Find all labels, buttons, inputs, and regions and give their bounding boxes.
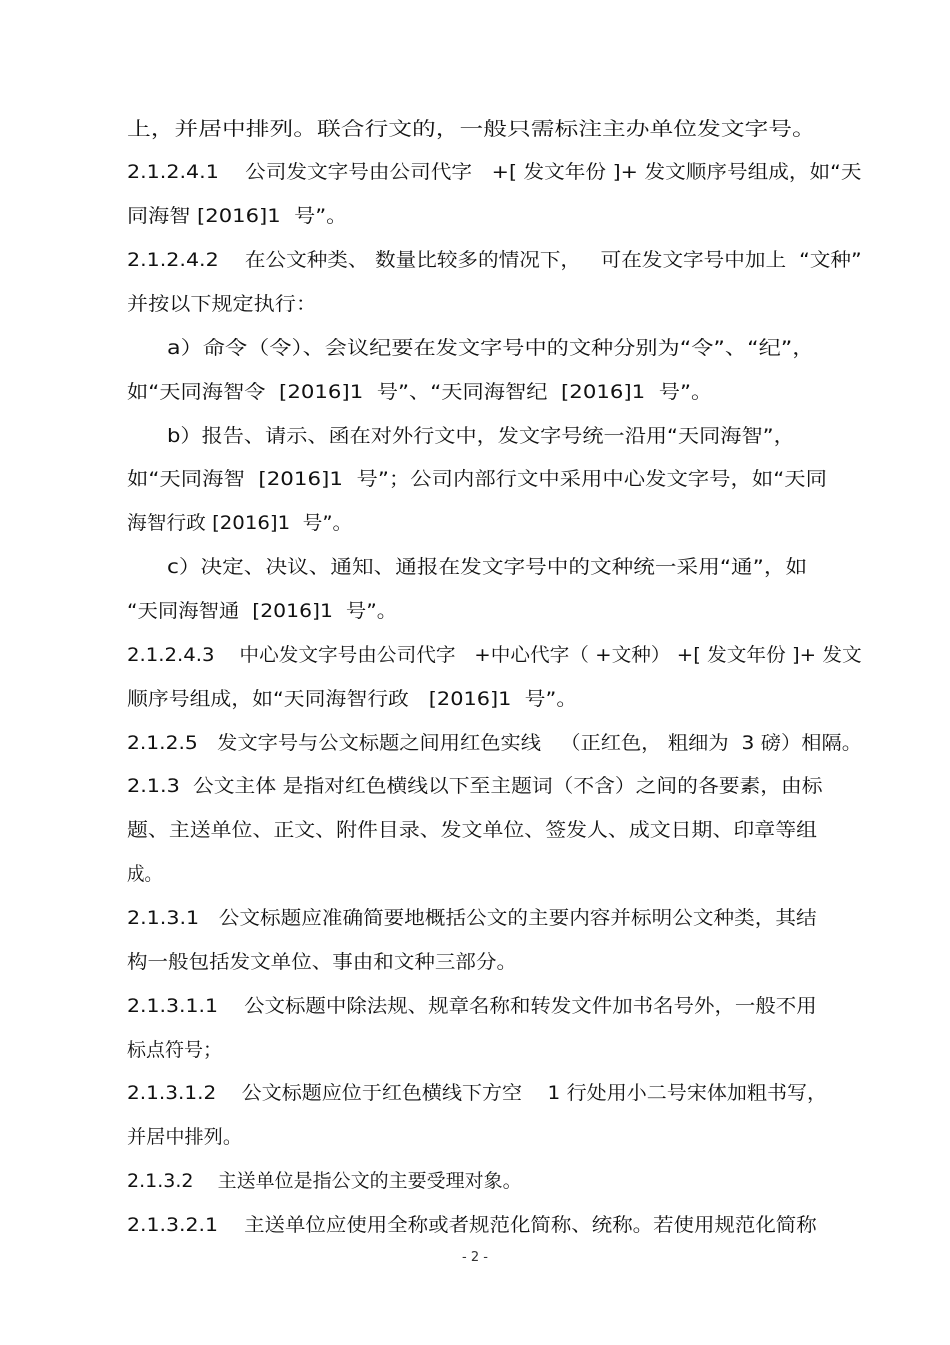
text-line: 2.1.2.4.1 公司发文字号由公司代字 +[ 发文年份 ]+ 发文顺序号组成，如“天 bbox=[127, 161, 862, 183]
text-line: 标点符号； bbox=[127, 1039, 223, 1061]
text-line: 海智行政 [2016]1 号”。 bbox=[127, 512, 353, 534]
text-line: 上，并居中排列。联合行文的，一般只需标注主办单位发文字号。 bbox=[127, 118, 816, 140]
page-number: - 2 - bbox=[462, 1250, 488, 1265]
text-line: 2.1.2.5 发文字号与公文标题之间用红色实线 （正红色， 粗细为 3 磅）相隔。 bbox=[127, 732, 862, 754]
text-line: 如“天同海智令 [2016]1 号”、“天同海智纪 [2016]1 号”。 bbox=[127, 381, 713, 403]
text-line: 2.1.3.2.1 主送单位应使用全称或者规范化简称、统称。若使用规范化简称 bbox=[127, 1214, 817, 1236]
text-line: 同海智 [2016]1 号”。 bbox=[127, 205, 348, 227]
text-line: 构一般包括发文单位、事由和文种三部分。 bbox=[127, 951, 518, 973]
text-line: 2.1.3.1.1 公文标题中除法规、规章名称和转发文件加书名号外，一般不用 bbox=[127, 995, 817, 1017]
text-line: 2.1.2.4.3 中心发文字号由公司代字 +中心代字（ +文种） +[ 发文年份 ]+ 发文 bbox=[127, 644, 862, 666]
text-line: c）决定、决议、通知、通报在发文字号中的文种统一采用“通”，如 bbox=[167, 556, 808, 578]
text-line: 并居中排列。 bbox=[127, 1126, 243, 1148]
text-line: 顺序号组成，如“天同海智行政 [2016]1 号”。 bbox=[127, 688, 578, 710]
text-line: 2.1.3.1 公文标题应准确简要地概括公文的主要内容并标明公文种类，其结 bbox=[127, 907, 817, 929]
text-line: 2.1.2.4.2 在公文种类、 数量比较多的情况下， 可在发文字号中加上 “文种” bbox=[127, 249, 862, 271]
text-line: 2.1.3.1.2 公文标题应位于红色横线下方空 1 行处用小二号宋体加粗书写， bbox=[127, 1082, 828, 1104]
text-line: 2.1.3 公文主体 是指对红色横线以下至主题词（不含）之间的各要素，由标 bbox=[127, 775, 823, 797]
text-line: “天同海智通 [2016]1 号”。 bbox=[127, 600, 398, 622]
text-line: 如“天同海智 [2016]1 号”；公司内部行文中采用中心发文字号，如“天同 bbox=[127, 468, 827, 490]
text-line: a）命令（令）、会议纪要在发文字号中的文种分别为“令”、“纪”， bbox=[167, 337, 815, 359]
text-line: 成。 bbox=[127, 863, 163, 885]
text-line: 题、主送单位、正文、附件目录、发文单位、签发人、成文日期、印章等组 bbox=[127, 819, 818, 841]
text-line: 2.1.3.2 主送单位是指公文的主要受理对象。 bbox=[127, 1170, 522, 1192]
text-line: b）报告、请示、函在对外行文中，发文字号统一沿用“天同海智”， bbox=[167, 425, 795, 447]
text-line: 并按以下规定执行： bbox=[127, 293, 318, 315]
